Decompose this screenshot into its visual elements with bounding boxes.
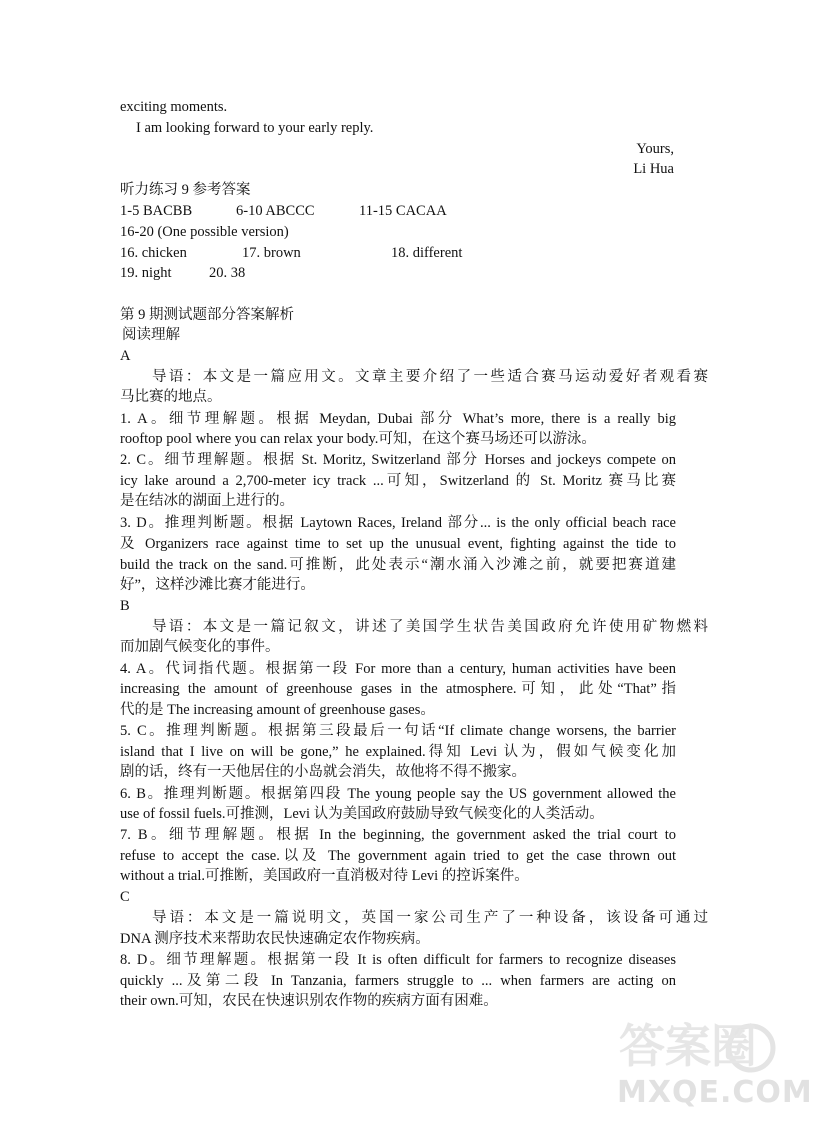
passage-b-intro-1: 导语：本文是一篇记叙文，讲述了美国学生状告美国政府允许使用矿物燃料 bbox=[152, 619, 708, 635]
letter-signature: Li Hua bbox=[633, 161, 674, 177]
q2-line-1: 2. C。细节理解题。根据 St. Moritz, Switzerland 部分 Horses and jockeys compete on bbox=[120, 452, 676, 468]
answer-16-20-label: 16-20 (One possible version) bbox=[120, 224, 289, 240]
q1-line-2: rooftop pool where you can relax your body.可知，在这个赛马场还可以游泳。 bbox=[120, 431, 596, 447]
q7-line-1: 7. B。细节理解题。根据 In the beginning, the government asked the trial court to bbox=[120, 827, 676, 843]
answer-1-5: 1-5 BACBB bbox=[120, 203, 193, 219]
q7-line-3: without a trial.可推断，美国政府一直消极对待 Levi 的控诉案件。 bbox=[120, 868, 529, 884]
section-heading: 阅读理解 bbox=[122, 327, 180, 343]
q3-line-2: 及 Organizers race against time to set up the unusual event, fighting against the tide to bbox=[120, 536, 676, 552]
q4-line-1: 4. A。代词指代题。根据第一段 For more than a century, human activities have been bbox=[120, 661, 676, 677]
answer-16: 16. chicken bbox=[120, 245, 187, 261]
answer-11-15: 11-15 CACAA bbox=[359, 203, 447, 219]
q4-line-2: increasing the amount of greenhouse gases in the atmosphere.可知，此处“That”指 bbox=[120, 681, 676, 697]
q3-line-3: build the track on the sand.可推断，此处表示“潮水涌入沙滩之前，就要把赛道建 bbox=[120, 557, 676, 573]
letter-line-2: I am looking forward to your early reply. bbox=[136, 120, 374, 136]
answer-6-10: 6-10 ABCCC bbox=[236, 203, 315, 219]
q2-line-3: 是在结冰的湖面上进行的。 bbox=[120, 493, 294, 509]
passage-a-label: A bbox=[120, 348, 131, 364]
q6-line-2: use of fossil fuels.可推测，Levi 认为美国政府鼓励导致气候变化的人类活动。 bbox=[120, 806, 604, 822]
letter-closing: Yours, bbox=[636, 141, 674, 157]
passage-a-intro-2: 马比赛的地点。 bbox=[120, 389, 222, 405]
corner-watermark-logo bbox=[611, 1004, 813, 1114]
q3-line-1: 3. D。推理判断题。根据 Laytown Races, Ireland 部分... is the only official beach race bbox=[120, 515, 676, 531]
passage-c-intro-1: 导语：本文是一篇说明文，英国一家公司生产了一种设备，该设备可通过 bbox=[152, 910, 708, 926]
q1-line-1: 1. A。细节理解题。根据 Meydan, Dubai 部分 What’s more, there is a really big bbox=[120, 411, 676, 427]
q5-line-3: 剧的话，终有一天他居住的小岛就会消失，故他将不得不搬家。 bbox=[120, 764, 526, 780]
passage-b-label: B bbox=[120, 598, 130, 614]
q7-line-2: refuse to accept the case.以及 The government again tried to get the case thrown out bbox=[120, 848, 676, 864]
q3-line-4: 好”，这样沙滩比赛才能进行。 bbox=[120, 577, 315, 593]
q8-line-1: 8. D。细节理解题。根据第一段 It is often difficult for farmers to recognize diseases bbox=[120, 952, 676, 968]
q4-line-3: 代的是 The increasing amount of greenhouse gases。 bbox=[120, 702, 435, 718]
q5-line-2: island that I live on will be gone,” he explained.得知 Levi 认为，假如气候变化加 bbox=[120, 744, 676, 760]
q6-line-1: 6. B。推理判断题。根据第四段 The young people say the US government allowed the bbox=[120, 786, 676, 802]
q8-line-3: their own.可知，农民在快速识别农作物的疾病方面有困难。 bbox=[120, 993, 498, 1009]
watermark-cjk-text: 答案圈 bbox=[619, 1019, 757, 1073]
passage-a-intro-1: 导语：本文是一篇应用文。文章主要介绍了一些适合赛马运动爱好者观看赛 bbox=[152, 369, 708, 385]
answer-18: 18. different bbox=[391, 245, 463, 261]
letter-line-1: exciting moments. bbox=[120, 99, 228, 115]
passage-c-label: C bbox=[120, 889, 130, 905]
answer-20: 20. 38 bbox=[209, 265, 246, 281]
analysis-heading: 第 9 期测试题部分答案解析 bbox=[120, 307, 294, 323]
q2-line-2: icy lake around a 2,700-meter icy track ...可知，Switzerland 的 St. Moritz 赛马比赛 bbox=[120, 473, 676, 489]
passage-c-intro-2: DNA 测序技术来帮助农民快速确定农作物疾病。 bbox=[120, 931, 430, 947]
passage-b-intro-2: 而加剧气候变化的事件。 bbox=[120, 639, 280, 655]
answer-19: 19. night bbox=[120, 265, 172, 281]
watermark-url-text: MXQE.COM bbox=[617, 1075, 813, 1110]
q8-line-2: quickly ...及第二段 In Tanzania, farmers struggle to ... when farmers are acting on bbox=[120, 973, 676, 989]
listening-heading: 听力练习 9 参考答案 bbox=[120, 182, 251, 198]
q5-line-1: 5. C。推理判断题。根据第三段最后一句话“If climate change worsens, the barrier bbox=[120, 723, 676, 739]
answer-17: 17. brown bbox=[242, 245, 301, 261]
